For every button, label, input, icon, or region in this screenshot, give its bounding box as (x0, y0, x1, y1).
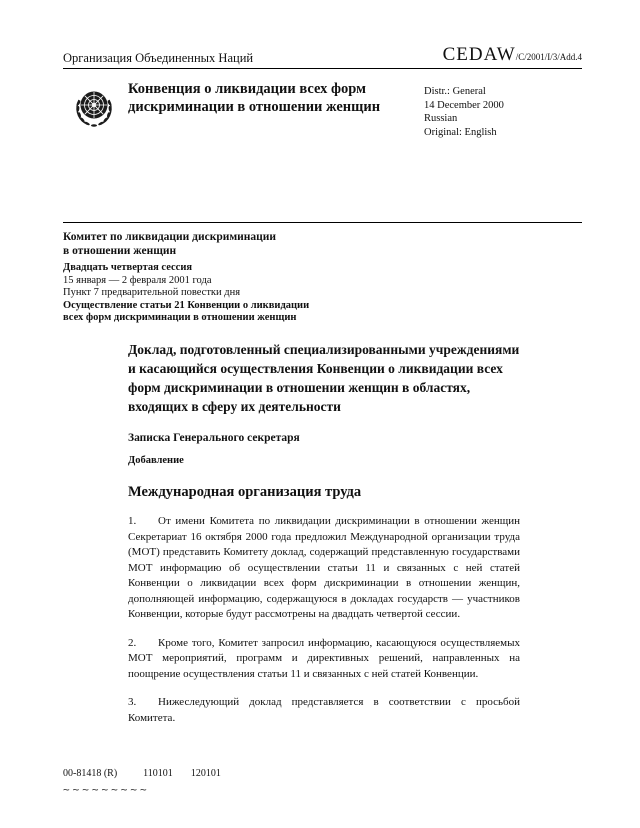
paragraph-2-text: Кроме того, Комитет запросил информацию, касающуюся осуществляемых МОТ мероприятий, программ и директивных решений, направленных на поощрение осуществления статьи 11 и связанных с ней статей Конвенции. (128, 636, 520, 680)
footer-code-1: 110101 (143, 768, 173, 779)
main-content (128, 340, 520, 726)
paragraph-3-number: 3. (128, 696, 137, 708)
paragraph-3 (128, 695, 520, 726)
footer-reference (63, 768, 221, 779)
footer-doc-number: 00-81418 (R) (63, 768, 118, 779)
document-symbol (443, 44, 582, 66)
session-dates: 15 января — 2 февраля 2001 года (63, 274, 212, 286)
paragraph-1 (128, 514, 520, 623)
distribution-block (424, 85, 504, 139)
footer-barcode-marks: ~~~~~~~~~ (63, 783, 150, 796)
organization-name: Организация Объединенных Наций (63, 51, 254, 65)
convention-title: Конвенция о ликвидации всех форм дискриминации в отношении женщин (128, 81, 381, 115)
committee-block (63, 231, 309, 325)
date-line: 14 December 2000 (424, 99, 504, 111)
un-emblem-icon (70, 84, 118, 132)
secretary-general-note: Записка Генерального секретаря (128, 432, 300, 444)
top-header (63, 44, 582, 66)
committee-name-line2: в отношении женщин (63, 244, 177, 257)
document-symbol-suffix: /C/2001/I/3/Add.4 (515, 52, 582, 62)
paragraph-2-number: 2. (128, 636, 137, 649)
committee-name-line1: Комитет по ликвидации дискриминации (63, 231, 277, 243)
paragraph-2 (128, 636, 520, 683)
agenda-title-line2: всех форм дискриминации в отношении женщин (63, 312, 297, 323)
session-title: Двадцать четвертая сессия (63, 262, 193, 273)
paragraph-1-text: От имени Комитета по ликвидации дискриминации в отношении женщин Секретариат 16 октября 2000 года предложил Международной организации труда (МОТ) представить Комитету доклад, содержащий представленную государствами МОТ информацию об осуществлении статьи 11 и связанных с ней статей Конвенции о ликвидации всех форм дискриминации в отношении женщин, дополняющей информацию, содержащуюся в докладах государств — участников Конвенции, которые будут рассмотрены на двадцать четвертой сессии. (128, 515, 520, 620)
language-line: Russian (424, 113, 458, 124)
original-language-line: Original: English (424, 126, 497, 138)
addendum-label: Добавление (128, 455, 184, 466)
footer-code-2: 120101 (190, 768, 221, 779)
header-divider (63, 68, 582, 69)
paragraph-1-number: 1. (128, 515, 137, 527)
distr-line: Distr.: General (424, 86, 486, 97)
section-divider (63, 222, 582, 223)
report-title: Доклад, подготовленный специализированными учреждениями и касающийся осуществления Конвенции о ликвидации всех форм дискриминации в отношении женщин в областях, входящих в сферу их деятельности (128, 342, 520, 414)
paragraph-3-text: Нижеследующий доклад представляется в соответствии с просьбой Комитета. (128, 696, 520, 724)
agenda-item: Пункт 7 предварительной повестки дня (63, 287, 241, 298)
document-symbol-main: CEDAW (442, 44, 516, 65)
ilo-section-title: Международная организация труда (128, 484, 362, 500)
agenda-title-line1: Осуществление статьи 21 Конвенции о ликвидации (63, 299, 310, 311)
